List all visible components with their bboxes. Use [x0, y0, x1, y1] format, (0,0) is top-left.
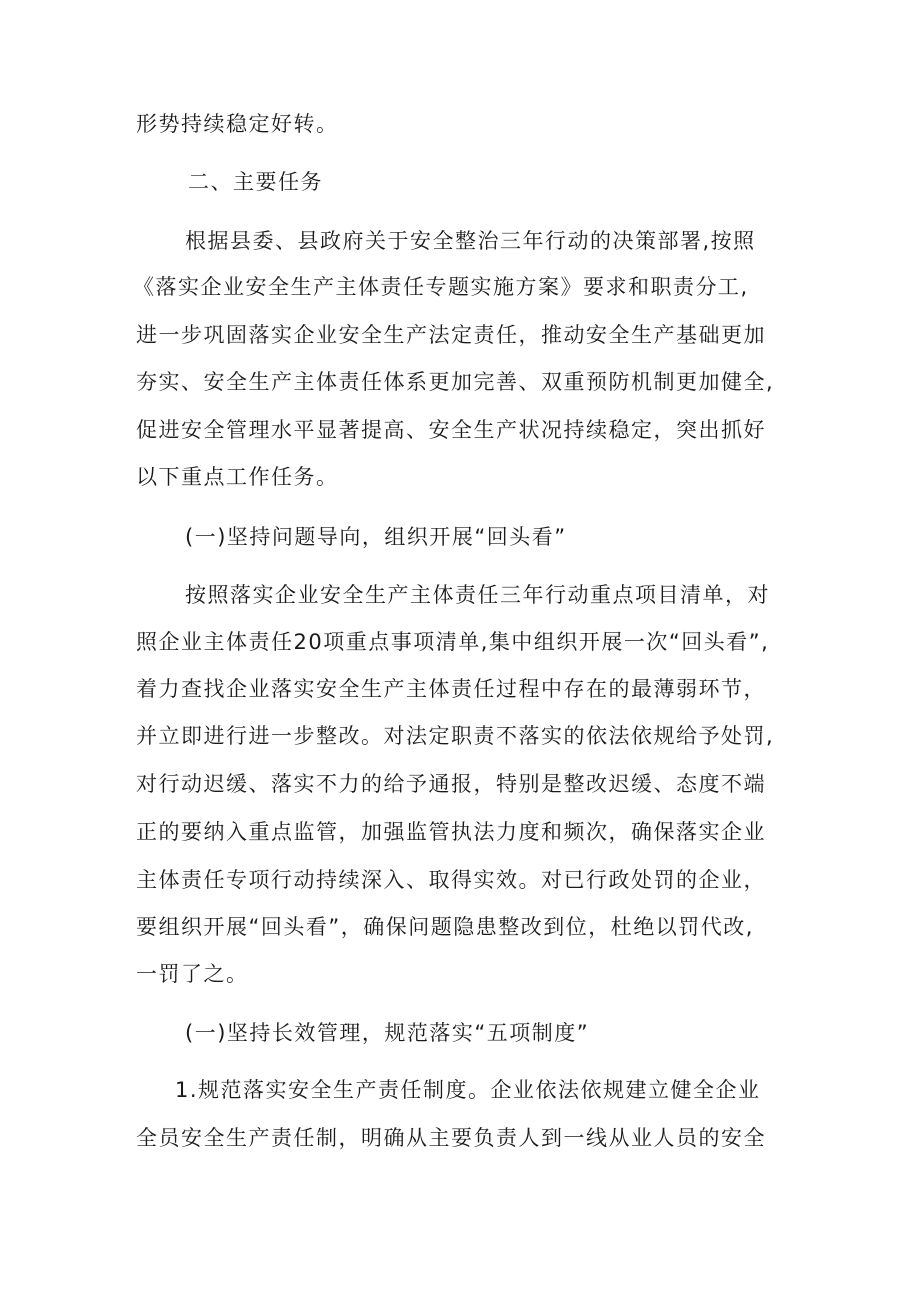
- text-line: 根据县委、县政府关于安全整治三年行动的决策部署,按照: [185, 229, 756, 253]
- text-line: 促进安全管理水平显著提高、安全生产状况持续稳定，突出抓好: [136, 418, 766, 442]
- text-line: 1.规范落实安全生产责任制度。企业依法依规建立健全企业: [175, 1078, 761, 1102]
- text-line: 按照落实企业安全生产主体责任三年行动重点项目清单，对: [185, 583, 770, 607]
- text-line: 《落实企业安全生产主体责任专题实施方案》要求和职责分工,: [133, 275, 749, 299]
- text-line: 以下重点工作任务。: [136, 465, 339, 489]
- text-line: 正的要纳入重点监管，加强监管执法力度和频次，确保落实企业: [136, 820, 766, 844]
- text-line: 对行动迟缓、落实不力的给予通报，特别是整改迟缓、态度不端: [136, 772, 766, 796]
- text-line: 一罚了之。: [136, 962, 249, 986]
- text-line: 全员安全生产责任制，明确从主要负责人到一线从业人员的安全: [136, 1126, 766, 1150]
- text-line: 着力查找企业落实安全生产主体责任过程中存在的最薄弱环节，: [136, 677, 766, 701]
- subsection-heading: (一)坚持长效管理，规范落实“五项制度”: [185, 1021, 590, 1045]
- text-line: 形势持续稳定好转。: [136, 112, 339, 136]
- text-line: 夯实、安全生产主体责任体系更加完善、双重预防机制更加健全,: [136, 370, 775, 394]
- subsection-heading: (一)坚持问题导向，组织开展“回头看”: [185, 525, 567, 549]
- text-line: 照企业主体责任20项重点事项清单,集中组织开展一次“回头看”,: [136, 630, 770, 654]
- section-heading: 二、主要任务: [188, 170, 323, 194]
- text-line: 并立即进行进一步整改。对法定职责不落实的依法依规给予处罚,: [136, 724, 775, 748]
- text-line: 进一步巩固落实企业安全生产法定责任，推动安全生产基础更加: [136, 323, 766, 347]
- text-line: 主体责任专项行动持续深入、取得实效。对已行政处罚的企业，: [136, 868, 766, 892]
- text-line: 要组织开展“回头看”，确保问题隐患整改到位，杜绝以罚代改,: [136, 915, 754, 939]
